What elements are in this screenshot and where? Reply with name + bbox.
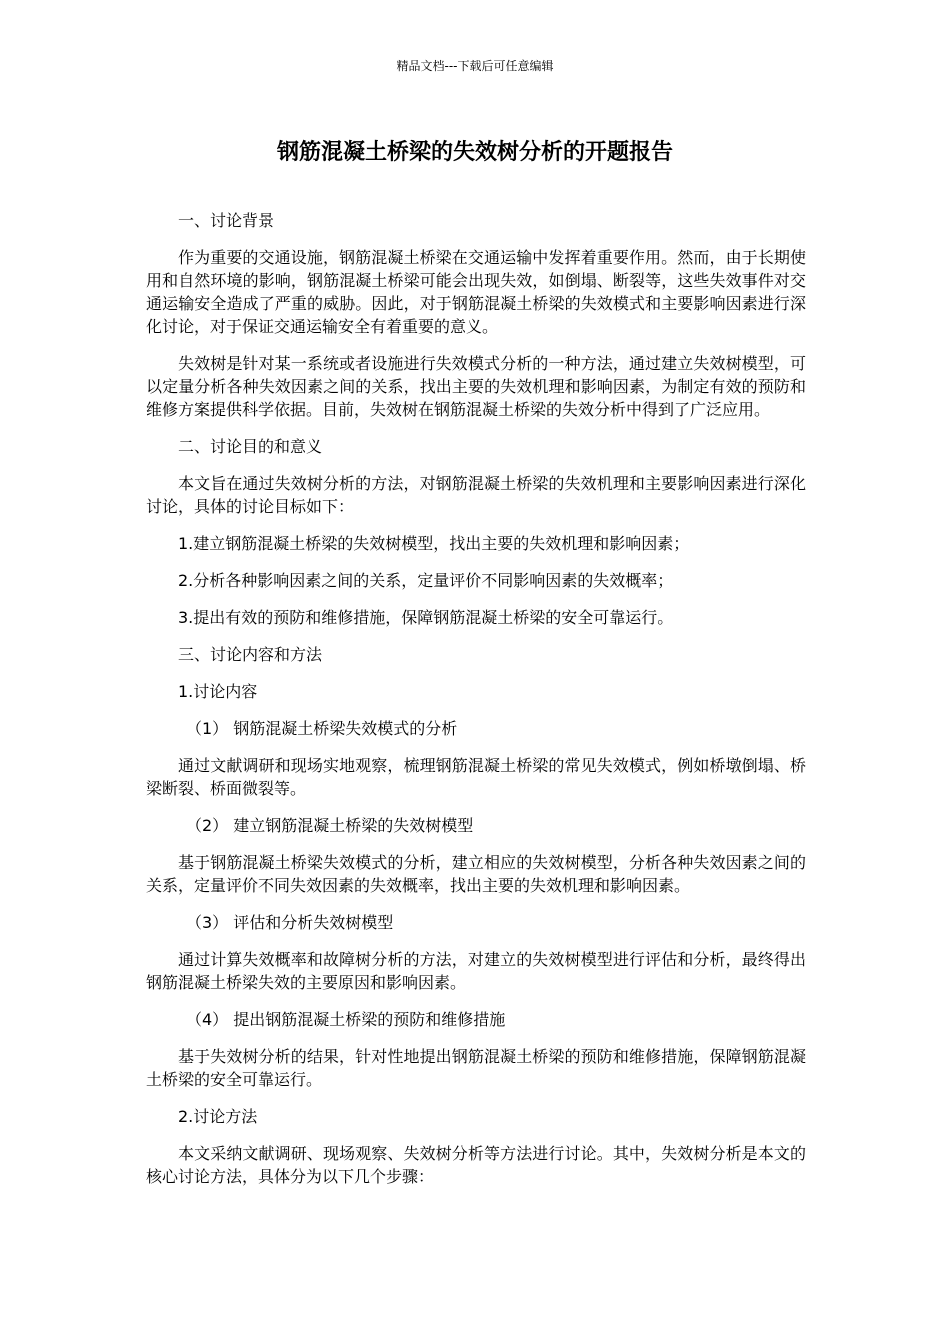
- content-item-2-paragraph: 基于钢筋混凝土桥梁失效模式的分析，建立相应的失效树模型，分析各种失效因素之间的关系，定量评价不同失效因素的失效概率，找出主要的失效机理和影响因素。: [146, 853, 806, 895]
- paragraph-background-1: 作为重要的交通设施，钢筋混凝土桥梁在交通运输中发挥着重要作用。然而，由于长期使用和自然环境的影响，钢筋混凝土桥梁可能会出现失效，如倒塌、断裂等，这些失效事件对交通运输安全造成了严重的威胁。因此，对于钢筋混凝土桥梁的失效模式和主要影响因素进行深化讨论，对于保证交通运输安全有着重要的意义。: [146, 248, 806, 336]
- content-item-4-heading: （4） 提出钢筋混凝土桥梁的预防和维修措施: [186, 1010, 506, 1029]
- content-item-3-heading: （3） 评估和分析失效树模型: [186, 913, 394, 932]
- content-item-1-paragraph: 通过文献调研和现场实地观察，梳理钢筋混凝土桥梁的常见失效模式，例如桥墩倒塌、桥梁断裂、桥面微裂等。: [146, 756, 806, 798]
- subsection-heading-method: 2.讨论方法: [178, 1107, 258, 1126]
- section-heading-background: 一、讨论背景: [178, 211, 275, 230]
- paragraph-background-2: 失效树是针对某一系统或者设施进行失效模式分析的一种方法，通过建立失效树模型，可以定量分析各种失效因素之间的关系，找出主要的失效机理和影响因素，为制定有效的预防和维修方案提供科学依据。目前，失效树在钢筋混凝土桥梁的失效分析中得到了广泛应用。: [146, 354, 806, 419]
- document-title: 钢筋混凝土桥梁的失效树分析的开题报告: [276, 140, 673, 165]
- document-body: [146, 209, 806, 1202]
- content-item-1-heading: （1） 钢筋混凝土桥梁失效模式的分析: [186, 719, 458, 738]
- goal-item-3: 3.提出有效的预防和维修措施，保障钢筋混凝土桥梁的安全可靠运行。: [178, 608, 674, 627]
- content-item-3-paragraph: 通过计算失效概率和故障树分析的方法，对建立的失效树模型进行评估和分析，最终得出钢筋混凝土桥梁失效的主要原因和影响因素。: [146, 950, 806, 992]
- page-header-note: 精品文档---下载后可任意编辑: [396, 59, 554, 73]
- goal-item-2: 2.分析各种影响因素之间的关系，定量评价不同影响因素的失效概率；: [178, 571, 674, 590]
- section-heading-purpose: 二、讨论目的和意义: [178, 437, 323, 456]
- content-item-4-paragraph: 基于失效树分析的结果，针对性地提出钢筋混凝土桥梁的预防和维修措施，保障钢筋混凝土桥梁的安全可靠运行。: [146, 1047, 806, 1089]
- subsection-heading-content: 1.讨论内容: [178, 682, 258, 701]
- content-item-2-heading: （2） 建立钢筋混凝土桥梁的失效树模型: [186, 816, 474, 835]
- paragraph-method: 本文采纳文献调研、现场观察、失效树分析等方法进行讨论。其中，失效树分析是本文的核心讨论方法，具体分为以下几个步骤：: [146, 1144, 806, 1186]
- paragraph-purpose: 本文旨在通过失效树分析的方法，对钢筋混凝土桥梁的失效机理和主要影响因素进行深化讨论，具体的讨论目标如下：: [146, 474, 806, 516]
- section-heading-content-method: 三、讨论内容和方法: [178, 645, 323, 664]
- goal-item-1: 1.建立钢筋混凝土桥梁的失效树模型，找出主要的失效机理和影响因素；: [178, 534, 690, 553]
